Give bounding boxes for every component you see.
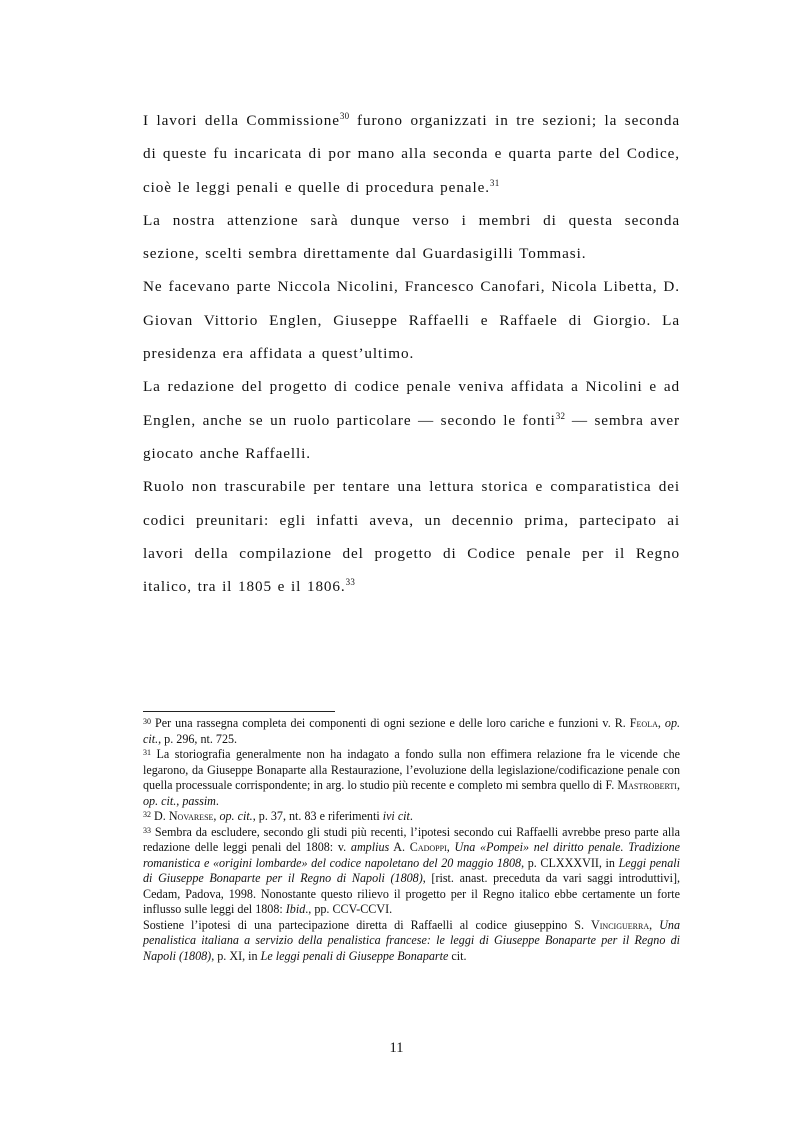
paragraph-text: Ruolo non trascurabile per tentare una lettura storica e comparatistica dei codici preunitari: egli infatti aveva, un decennio prima, partecipato ai lavori della compilazione del progetto di Codice penale per il Regno italico, tra il 1805 e il 1806. <box>143 478 680 596</box>
footnote-number: 33 <box>143 825 151 835</box>
footnote-separator <box>143 711 335 712</box>
footnote-text: , p. 296, nt. 725. <box>158 731 238 746</box>
op-cit: op. cit. <box>143 793 177 808</box>
footnote-33-continuation <box>143 918 680 965</box>
work-title: Una penalistica italiana a servizio della penalistica francese: le leggi di Giuseppe Bonaparte per il Regno di Napoli (1808) <box>143 917 681 963</box>
footnote-31 <box>143 747 680 809</box>
ibid: Ibid <box>285 902 306 916</box>
footnote-text: , <box>176 793 183 808</box>
footnote-text: , [rist. anast. preceduta da vari saggi introduttivi], Cedam, Padova, 1998. Nonostante questo rilievo il progetto per il Regno italico ebbe certamente un forte influsso sulle leggi del 1808: <box>143 871 681 916</box>
footnote-text: , p. CLXXXVII, in <box>521 855 619 870</box>
footnote-number: 30 <box>143 717 151 726</box>
footnote-text: , <box>446 840 455 854</box>
footnote-text: . <box>409 809 413 823</box>
passim: passim <box>182 793 216 808</box>
amplius: amplius <box>350 840 390 854</box>
footnote-ref-32: 32 <box>555 410 566 421</box>
page-number: 11 <box>389 1040 404 1056</box>
footnote-number: 32 <box>143 810 151 819</box>
footnote-text: , <box>649 917 660 932</box>
footnote-text: cit. <box>448 948 467 963</box>
paragraph-text: La redazione del progetto di codice penale veniva affidata a Nicolini e ad Englen, anche se un ruolo particolare — secondo le fonti <box>143 378 680 429</box>
footnote-text: , p. XI, in <box>211 948 261 963</box>
author-name: Mastroberti <box>617 778 677 792</box>
op-cit: op. cit. <box>143 716 681 746</box>
footnote-text: La storiografia generalmente non ha indagato a fondo sulla non effimera relazione fra le vicende che legarono, da Giuseppe Bonaparte alla Restaurazione, l’evoluzione della legislazione/codificazione penale con quella processuale corrispondente; in arg. lo studio più recente e completo mi sembra quello di F. <box>143 747 680 792</box>
footnote-text: Sostiene l’ipotesi di una partecipazione diretta di Raffaelli al codice giuseppino S. <box>143 917 592 932</box>
author-name: Vinciguerra <box>591 917 650 932</box>
paragraph-4 <box>143 370 680 470</box>
work-title: Una «Pompei» nel diritto penale. Tradizione romanistica e «origini lombarde» del codice napoletano del 20 maggio 1808 <box>143 840 680 870</box>
footnote-text: Sembra da escludere, secondo gli studi più recenti, l’ipotesi secondo cui Raffaelli avrebbe preso parte alla redazione delle leggi penali del 1808: v. <box>143 824 680 854</box>
footnote-text: , <box>213 809 220 823</box>
author-name: Feola <box>629 716 658 730</box>
footnote-text: , p. 37, nt. 83 e riferimenti <box>252 809 383 823</box>
work-title: Leggi penali di Giuseppe Bonaparte per il Regno di Napoli (1808) <box>143 855 680 885</box>
paragraph-5 <box>143 470 680 603</box>
paragraph-text: I lavori della Commissione <box>143 112 340 129</box>
paragraph-text: furono organizzati in tre sezioni; la seconda di queste fu incaricata di por mano alla seconda e quarta parte del Codice, cioè le leggi penali e quelle di procedura penale. <box>143 112 681 196</box>
footnote-text: , <box>657 716 665 730</box>
paragraph-1 <box>143 104 680 204</box>
footnote-text: D. <box>151 809 169 823</box>
paragraph-3: Ne facevano parte Niccola Nicolini, Francesco Canofari, Nicola Libetta, D. Giovan Vittorio Englen, Giuseppe Raffaelli e Raffaele di Giorgio. La presidenza era affidata a quest’ultimo. <box>143 278 680 363</box>
paragraph-text: — sembra aver giocato anche Raffaelli. <box>143 411 680 462</box>
footnote-32 <box>143 809 680 825</box>
footnote-text: A. <box>389 840 410 854</box>
ivi-cit: ivi cit <box>382 809 410 823</box>
footnote-text: . <box>215 793 219 808</box>
footnote-ref-30: 30 <box>339 111 350 121</box>
main-text <box>143 104 680 603</box>
footnote-ref-33: 33 <box>345 577 356 588</box>
footnote-text: Per una rassegna completa dei componenti di ogni sezione e delle loro cariche e funzioni v. R. <box>151 716 630 730</box>
footnotes <box>143 716 680 964</box>
author-name: Novarese <box>168 809 214 823</box>
work-title: Le leggi penali di Giuseppe Bonaparte <box>260 948 449 963</box>
footnote-ref-31: 31 <box>489 177 500 188</box>
footnote-text: ., pp. CCV-CCVI. <box>305 902 393 916</box>
footnote-30 <box>143 716 680 747</box>
footnote-number: 31 <box>143 748 151 757</box>
footnote-text: , <box>676 778 680 792</box>
paragraph-2: La nostra attenzione sarà dunque verso i membri di questa seconda sezione, scelti sembra direttamente dal Guardasigilli Tommasi. <box>143 211 680 263</box>
author-name: Cadoppi <box>409 840 447 854</box>
footnote-33 <box>143 825 680 918</box>
op-cit: op. cit. <box>219 809 253 823</box>
